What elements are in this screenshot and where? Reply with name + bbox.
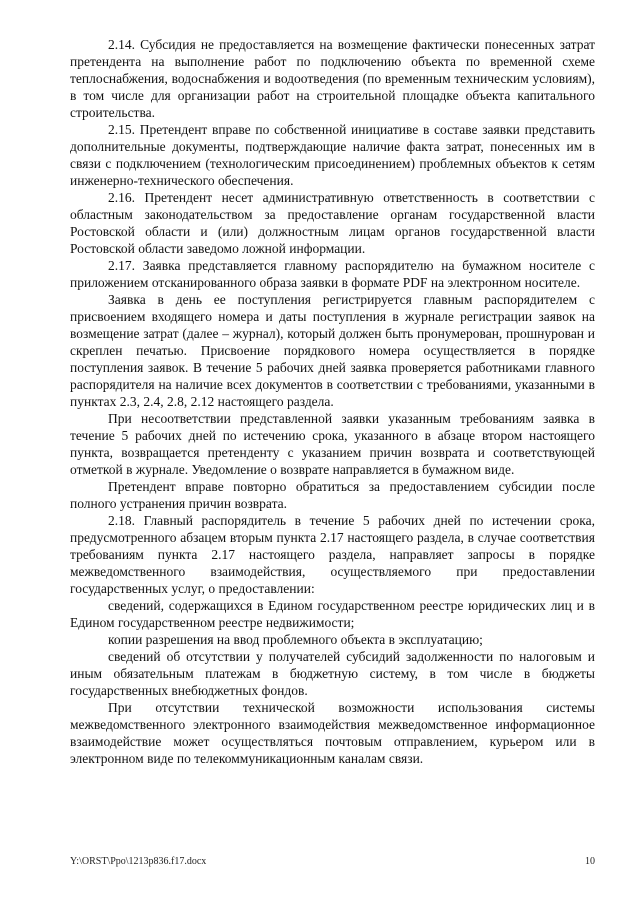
paragraph-2-18: 2.18. Главный распорядитель в течение 5 рабочих дней по истечении срока, предусмотренного абзацем вторым пункта 2.17 настоящего раздела, в случае соответствия требованиям пункта 2.17 настоящего раздела, направляет запросы в порядке межведомственного взаимодействия, осуществляемого при предоставлении государственных услуг, о предоставлении: bbox=[70, 513, 595, 596]
page-footer bbox=[70, 856, 595, 867]
paragraph-2-18-item-permit: копии разрешения на ввод проблемного объекта в эксплуатацию; bbox=[108, 632, 483, 647]
paragraph-2-17-return: При несоответствии представленной заявки указанным требованиям заявка в течение 5 рабочих дней по истечению срока, указанного в абзаце втором настоящего пункта, возвращается претенденту с указанием причин возврата и соответствующей отметкой в журнале. Уведомление о возврате направляется в бумажном виде. bbox=[70, 411, 595, 477]
paragraph-2-15: 2.15. Претендент вправе по собственной инициативе в составе заявки представить дополнительные документы, подтверждающие наличие факта затрат, понесенных им в связи с подключением (технологическим присоединением) проблемных объектов к сетям инженерно-технического обеспечения. bbox=[70, 122, 595, 188]
paragraph-2-18-item-registry: сведений, содержащихся в Едином государственном реестре юридических лиц и в Едином государственном реестре недвижимости; bbox=[70, 598, 595, 630]
paragraph-2-18-fallback: При отсутствии технической возможности использования системы межведомственного электронного взаимодействия межведомственное информационное взаимодействие может осуществляться почтовым отправлением, курьером или в электронном виде по телекоммуникационным каналам связи. bbox=[70, 700, 595, 766]
document-body bbox=[70, 36, 595, 767]
paragraph-2-14: 2.14. Субсидия не предоставляется на возмещение фактически понесенных затрат претендента на выполнение работ по подключению объекта по временной схеме теплоснабжения, водоснабжения и водоотведения (по временным техническим условиям), в том числе для организации работ на строительной площадке объекта капитального строительства. bbox=[70, 37, 595, 120]
page-number: 10 bbox=[585, 856, 595, 867]
footer-file-path: Y:\ORST\Ppo\1213p836.f17.docx bbox=[70, 856, 207, 867]
paragraph-2-16: 2.16. Претендент несет административную ответственность в соответствии с областным законодательством за предоставление органам государственной власти Ростовской области и (или) должностным лицам органов государственной власти Ростовской области заведомо ложной информации. bbox=[70, 190, 595, 256]
paragraph-2-18-item-debts: сведений об отсутствии у получателей субсидий задолженности по налоговым и иным обязательным платежам в бюджетную систему, в том числе в бюджеты государственных внебюджетных фондов. bbox=[70, 649, 595, 698]
paragraph-2-17: 2.17. Заявка представляется главному распорядителю на бумажном носителе с приложением отсканированного образа заявки в формате PDF на электронном носителе. bbox=[70, 258, 595, 290]
paragraph-2-17-registration: Заявка в день ее поступления регистрируется главным распорядителем с присвоением входящего номера и даты поступления в журнале регистрации заявок на возмещение затрат (далее – журнал), который должен быть пронумерован, прошнурован и скреплен печатью. Присвоение порядкового номера осуществляется в порядке поступления заявок. В течение 5 рабочих дней заявка проверяется работниками главного распорядителя на наличие всех документов в соответствии с требованиями, указанными в пунктах 2.3, 2.4, 2.8, 2.12 настоящего раздела. bbox=[70, 292, 595, 409]
paragraph-2-17-reapply: Претендент вправе повторно обратиться за предоставлением субсидии после полного устранения причин возврата. bbox=[70, 479, 595, 511]
